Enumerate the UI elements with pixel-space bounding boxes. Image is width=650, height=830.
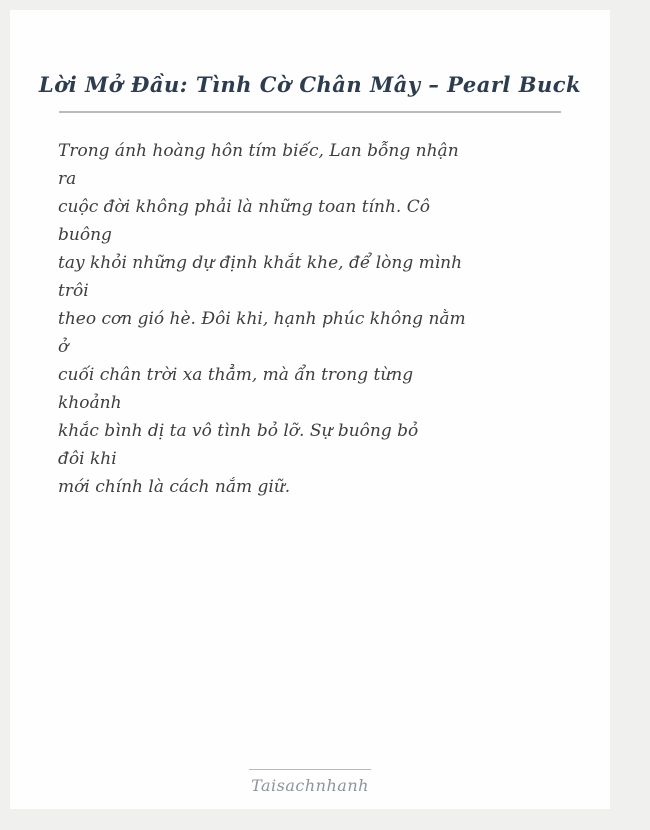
body-line: ở	[58, 337, 69, 357]
body-line: theo cơn gió hè. Đôi khi, hạnh phúc không nằm	[58, 309, 466, 329]
body-line: đôi khi	[58, 449, 117, 469]
body-line: cuộc đời không phải là những toan tính. Cô	[58, 197, 430, 217]
site-watermark: Taisachnhanh	[251, 776, 369, 795]
body-line: buông	[58, 225, 112, 245]
body-line: khắc bình dị ta vô tình bỏ lỡ. Sự buông bỏ	[58, 421, 419, 441]
body-line: ra	[58, 169, 77, 189]
body-line: khoảnh	[58, 393, 122, 413]
body-line: tay khỏi những dự định khắt khe, để lòng mình	[58, 253, 463, 273]
chapter-title: Lời Mở Đầu: Tình Cờ Chân Mây – Pearl Buck	[38, 72, 582, 97]
page-footer	[10, 769, 610, 795]
body-line: Trong ánh hoàng hôn tím biếc, Lan bỗng nhận	[58, 141, 459, 161]
document-page	[10, 10, 610, 809]
body-line: mới chính là cách nắm giữ.	[58, 477, 291, 497]
body-line: trôi	[58, 281, 89, 301]
chapter-body	[10, 137, 610, 501]
title-divider	[59, 111, 561, 113]
body-line: cuối chân trời xa thẳm, mà ẩn trong từng	[58, 365, 414, 385]
footer-divider	[249, 769, 371, 770]
